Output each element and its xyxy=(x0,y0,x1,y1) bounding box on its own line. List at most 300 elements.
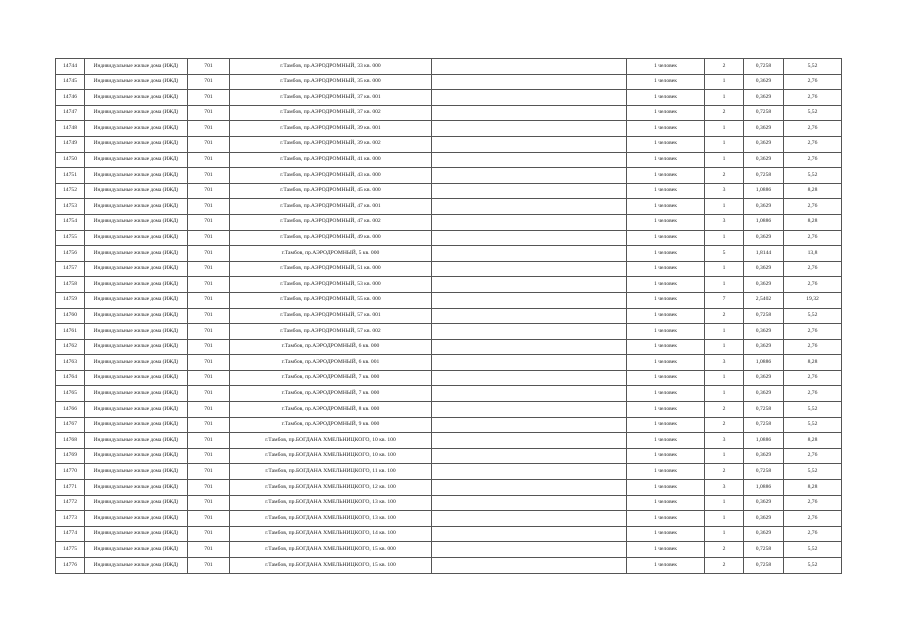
address-cell: г.Тамбов, пр.АЭРОДРОМНЫЙ, 51 кв. 000 xyxy=(230,261,432,277)
address-cell: г.Тамбов, пр.АЭРОДРОМНЫЙ, 6 кв. 000 xyxy=(230,339,432,355)
table-row xyxy=(56,495,842,511)
address-cell: г.Тамбов, пр.АЭРОДРОМНЫЙ, 49 кв. 000 xyxy=(230,230,432,246)
unit-cell: 1 человек xyxy=(627,59,705,75)
table-row xyxy=(56,152,842,168)
address-cell: г.Тамбов, пр.АЭРОДРОМНЫЙ, 37 кв. 002 xyxy=(230,105,432,121)
code-cell: 701 xyxy=(188,355,230,371)
table-row xyxy=(56,136,842,152)
code-cell: 701 xyxy=(188,199,230,215)
people-count-cell: 2 xyxy=(705,417,744,433)
people-count-cell: 2 xyxy=(705,308,744,324)
record-id-cell: 14746 xyxy=(56,90,85,106)
unit-cell: 1 человек xyxy=(627,121,705,137)
empty-cell xyxy=(432,168,627,184)
total-cell: 2,76 xyxy=(784,121,842,137)
address-cell: г.Тамбов, пр.БОГДАНА ХМЕЛЬНИЦКОГО, 10 кв. 100 xyxy=(230,433,432,449)
record-id-cell: 14763 xyxy=(56,355,85,371)
people-count-cell: 1 xyxy=(705,152,744,168)
total-cell: 2,76 xyxy=(784,152,842,168)
unit-cell: 1 человек xyxy=(627,74,705,90)
norm-cell: 0,3629 xyxy=(744,74,784,90)
record-id-cell: 14756 xyxy=(56,246,85,262)
empty-cell xyxy=(432,511,627,527)
norm-cell: 1,0886 xyxy=(744,355,784,371)
total-cell: 2,76 xyxy=(784,370,842,386)
housing-type-cell: Индивидуальные жилые дома (ИЖД) xyxy=(85,183,188,199)
norm-cell: 0,7258 xyxy=(744,59,784,75)
table-row xyxy=(56,511,842,527)
people-count-cell: 2 xyxy=(705,59,744,75)
housing-type-cell: Индивидуальные жилые дома (ИЖД) xyxy=(85,526,188,542)
code-cell: 701 xyxy=(188,558,230,574)
housing-type-cell: Индивидуальные жилые дома (ИЖД) xyxy=(85,339,188,355)
norm-cell: 0,3629 xyxy=(744,90,784,106)
norm-cell: 0,7258 xyxy=(744,105,784,121)
code-cell: 701 xyxy=(188,246,230,262)
housing-type-cell: Индивидуальные жилые дома (ИЖД) xyxy=(85,511,188,527)
total-cell: 2,76 xyxy=(784,339,842,355)
address-cell: г.Тамбов, пр.БОГДАНА ХМЕЛЬНИЦКОГО, 12 кв. 100 xyxy=(230,480,432,496)
total-cell: 5,52 xyxy=(784,402,842,418)
record-id-cell: 14744 xyxy=(56,59,85,75)
address-cell: г.Тамбов, пр.БОГДАНА ХМЕЛЬНИЦКОГО, 15 кв. 100 xyxy=(230,558,432,574)
table-row xyxy=(56,370,842,386)
address-cell: г.Тамбов, пр.БОГДАНА ХМЕЛЬНИЦКОГО, 13 кв. 100 xyxy=(230,511,432,527)
record-id-cell: 14771 xyxy=(56,480,85,496)
record-id-cell: 14749 xyxy=(56,136,85,152)
record-id-cell: 14750 xyxy=(56,152,85,168)
record-id-cell: 14753 xyxy=(56,199,85,215)
unit-cell: 1 человек xyxy=(627,105,705,121)
total-cell: 2,76 xyxy=(784,511,842,527)
people-count-cell: 1 xyxy=(705,339,744,355)
address-cell: г.Тамбов, пр.АЭРОДРОМНЫЙ, 8 кв. 000 xyxy=(230,402,432,418)
empty-cell xyxy=(432,355,627,371)
housing-type-cell: Индивидуальные жилые дома (ИЖД) xyxy=(85,59,188,75)
norm-cell: 0,3629 xyxy=(744,230,784,246)
housing-type-cell: Индивидуальные жилые дома (ИЖД) xyxy=(85,230,188,246)
norm-cell: 0,7258 xyxy=(744,308,784,324)
norm-cell: 0,7258 xyxy=(744,417,784,433)
empty-cell xyxy=(432,199,627,215)
total-cell: 5,52 xyxy=(784,417,842,433)
table-row xyxy=(56,386,842,402)
table-row xyxy=(56,105,842,121)
empty-cell xyxy=(432,464,627,480)
empty-cell xyxy=(432,121,627,137)
table-row xyxy=(56,183,842,199)
people-count-cell: 1 xyxy=(705,230,744,246)
total-cell: 2,76 xyxy=(784,136,842,152)
people-count-cell: 2 xyxy=(705,464,744,480)
code-cell: 701 xyxy=(188,433,230,449)
people-count-cell: 1 xyxy=(705,511,744,527)
total-cell: 5,52 xyxy=(784,168,842,184)
unit-cell: 1 человек xyxy=(627,495,705,511)
address-cell: г.Тамбов, пр.АЭРОДРОМНЫЙ, 5 кв. 000 xyxy=(230,246,432,262)
record-id-cell: 14757 xyxy=(56,261,85,277)
address-cell: г.Тамбов, пр.БОГДАНА ХМЕЛЬНИЦКОГО, 11 кв. 100 xyxy=(230,464,432,480)
table-row xyxy=(56,168,842,184)
unit-cell: 1 человек xyxy=(627,261,705,277)
table-row xyxy=(56,355,842,371)
empty-cell xyxy=(432,433,627,449)
unit-cell: 1 человек xyxy=(627,355,705,371)
people-count-cell: 1 xyxy=(705,121,744,137)
address-cell: г.Тамбов, пр.АЭРОДРОМНЫЙ, 53 кв. 000 xyxy=(230,277,432,293)
address-cell: г.Тамбов, пр.АЭРОДРОМНЫЙ, 45 кв. 000 xyxy=(230,183,432,199)
total-cell: 8,28 xyxy=(784,433,842,449)
housing-type-cell: Индивидуальные жилые дома (ИЖД) xyxy=(85,152,188,168)
empty-cell xyxy=(432,74,627,90)
table-row xyxy=(56,199,842,215)
total-cell: 5,52 xyxy=(784,558,842,574)
record-id-cell: 14766 xyxy=(56,402,85,418)
record-id-cell: 14769 xyxy=(56,448,85,464)
table-row xyxy=(56,464,842,480)
empty-cell xyxy=(432,246,627,262)
housing-type-cell: Индивидуальные жилые дома (ИЖД) xyxy=(85,136,188,152)
unit-cell: 1 человек xyxy=(627,199,705,215)
people-count-cell: 1 xyxy=(705,261,744,277)
unit-cell: 1 человек xyxy=(627,324,705,340)
total-cell: 8,28 xyxy=(784,355,842,371)
table-row xyxy=(56,402,842,418)
address-cell: г.Тамбов, пр.БОГДАНА ХМЕЛЬНИЦКОГО, 15 кв. 000 xyxy=(230,542,432,558)
housing-type-cell: Индивидуальные жилые дома (ИЖД) xyxy=(85,277,188,293)
unit-cell: 1 человек xyxy=(627,292,705,308)
table-row xyxy=(56,214,842,230)
table-row xyxy=(56,261,842,277)
table-row xyxy=(56,292,842,308)
empty-cell xyxy=(432,59,627,75)
code-cell: 701 xyxy=(188,74,230,90)
total-cell: 2,76 xyxy=(784,386,842,402)
address-cell: г.Тамбов, пр.БОГДАНА ХМЕЛЬНИЦКОГО, 13 кв. 100 xyxy=(230,495,432,511)
code-cell: 701 xyxy=(188,230,230,246)
unit-cell: 1 человек xyxy=(627,168,705,184)
address-cell: г.Тамбов, пр.АЭРОДРОМНЫЙ, 37 кв. 001 xyxy=(230,90,432,106)
empty-cell xyxy=(432,230,627,246)
code-cell: 701 xyxy=(188,417,230,433)
code-cell: 701 xyxy=(188,542,230,558)
norm-cell: 0,3629 xyxy=(744,448,784,464)
address-cell: г.Тамбов, пр.АЭРОДРОМНЫЙ, 47 кв. 001 xyxy=(230,199,432,215)
empty-cell xyxy=(432,402,627,418)
address-cell: г.Тамбов, пр.АЭРОДРОМНЫЙ, 57 кв. 001 xyxy=(230,308,432,324)
norm-cell: 0,3629 xyxy=(744,370,784,386)
norm-cell: 1,0886 xyxy=(744,480,784,496)
people-count-cell: 1 xyxy=(705,526,744,542)
data-table xyxy=(55,58,842,574)
address-cell: г.Тамбов, пр.АЭРОДРОМНЫЙ, 33 кв. 000 xyxy=(230,59,432,75)
norm-cell: 0,3629 xyxy=(744,495,784,511)
unit-cell: 1 человек xyxy=(627,308,705,324)
total-cell: 2,76 xyxy=(784,74,842,90)
unit-cell: 1 человек xyxy=(627,480,705,496)
record-id-cell: 14752 xyxy=(56,183,85,199)
norm-cell: 0,3629 xyxy=(744,121,784,137)
code-cell: 701 xyxy=(188,136,230,152)
code-cell: 701 xyxy=(188,121,230,137)
housing-type-cell: Индивидуальные жилые дома (ИЖД) xyxy=(85,370,188,386)
record-id-cell: 14747 xyxy=(56,105,85,121)
total-cell: 2,76 xyxy=(784,261,842,277)
total-cell: 2,76 xyxy=(784,90,842,106)
address-cell: г.Тамбов, пр.АЭРОДРОМНЫЙ, 55 кв. 000 xyxy=(230,292,432,308)
record-id-cell: 14759 xyxy=(56,292,85,308)
empty-cell xyxy=(432,277,627,293)
table-row xyxy=(56,74,842,90)
people-count-cell: 3 xyxy=(705,183,744,199)
code-cell: 701 xyxy=(188,261,230,277)
code-cell: 701 xyxy=(188,370,230,386)
empty-cell xyxy=(432,386,627,402)
housing-type-cell: Индивидуальные жилые дома (ИЖД) xyxy=(85,199,188,215)
people-count-cell: 1 xyxy=(705,90,744,106)
people-count-cell: 2 xyxy=(705,168,744,184)
code-cell: 701 xyxy=(188,292,230,308)
unit-cell: 1 человек xyxy=(627,370,705,386)
unit-cell: 1 человек xyxy=(627,433,705,449)
address-cell: г.Тамбов, пр.АЭРОДРОМНЫЙ, 57 кв. 002 xyxy=(230,324,432,340)
total-cell: 5,52 xyxy=(784,308,842,324)
total-cell: 2,76 xyxy=(784,324,842,340)
norm-cell: 0,3629 xyxy=(744,199,784,215)
people-count-cell: 3 xyxy=(705,214,744,230)
housing-type-cell: Индивидуальные жилые дома (ИЖД) xyxy=(85,495,188,511)
housing-type-cell: Индивидуальные жилые дома (ИЖД) xyxy=(85,558,188,574)
code-cell: 701 xyxy=(188,464,230,480)
people-count-cell: 2 xyxy=(705,558,744,574)
record-id-cell: 14775 xyxy=(56,542,85,558)
people-count-cell: 1 xyxy=(705,386,744,402)
code-cell: 701 xyxy=(188,402,230,418)
norm-cell: 0,7258 xyxy=(744,558,784,574)
norm-cell: 0,3629 xyxy=(744,386,784,402)
norm-cell: 0,7258 xyxy=(744,168,784,184)
address-cell: г.Тамбов, пр.АЭРОДРОМНЫЙ, 7 кв. 000 xyxy=(230,386,432,402)
record-id-cell: 14751 xyxy=(56,168,85,184)
record-id-cell: 14745 xyxy=(56,74,85,90)
people-count-cell: 1 xyxy=(705,495,744,511)
record-id-cell: 14758 xyxy=(56,277,85,293)
code-cell: 701 xyxy=(188,339,230,355)
code-cell: 701 xyxy=(188,526,230,542)
record-id-cell: 14774 xyxy=(56,526,85,542)
people-count-cell: 3 xyxy=(705,480,744,496)
empty-cell xyxy=(432,214,627,230)
total-cell: 2,76 xyxy=(784,277,842,293)
housing-type-cell: Индивидуальные жилые дома (ИЖД) xyxy=(85,90,188,106)
empty-cell xyxy=(432,261,627,277)
table-row xyxy=(56,480,842,496)
housing-type-cell: Индивидуальные жилые дома (ИЖД) xyxy=(85,261,188,277)
code-cell: 701 xyxy=(188,183,230,199)
record-id-cell: 14764 xyxy=(56,370,85,386)
total-cell: 8,28 xyxy=(784,480,842,496)
norm-cell: 0,3629 xyxy=(744,526,784,542)
address-cell: г.Тамбов, пр.АЭРОДРОМНЫЙ, 47 кв. 002 xyxy=(230,214,432,230)
address-cell: г.Тамбов, пр.АЭРОДРОМНЫЙ, 9 кв. 000 xyxy=(230,417,432,433)
address-cell: г.Тамбов, пр.АЭРОДРОМНЫЙ, 41 кв. 000 xyxy=(230,152,432,168)
code-cell: 701 xyxy=(188,495,230,511)
norm-cell: 0,7258 xyxy=(744,542,784,558)
record-id-cell: 14776 xyxy=(56,558,85,574)
code-cell: 701 xyxy=(188,386,230,402)
table-row xyxy=(56,308,842,324)
total-cell: 19,32 xyxy=(784,292,842,308)
record-id-cell: 14773 xyxy=(56,511,85,527)
table-row xyxy=(56,558,842,574)
unit-cell: 1 человек xyxy=(627,152,705,168)
table-row xyxy=(56,542,842,558)
table-row xyxy=(56,277,842,293)
code-cell: 701 xyxy=(188,308,230,324)
unit-cell: 1 человек xyxy=(627,136,705,152)
record-id-cell: 14768 xyxy=(56,433,85,449)
total-cell: 13,8 xyxy=(784,246,842,262)
unit-cell: 1 человек xyxy=(627,402,705,418)
people-count-cell: 1 xyxy=(705,448,744,464)
code-cell: 701 xyxy=(188,168,230,184)
unit-cell: 1 человек xyxy=(627,246,705,262)
norm-cell: 0,7258 xyxy=(744,402,784,418)
table-row xyxy=(56,246,842,262)
unit-cell: 1 человек xyxy=(627,511,705,527)
total-cell: 2,76 xyxy=(784,230,842,246)
total-cell: 5,52 xyxy=(784,59,842,75)
housing-type-cell: Индивидуальные жилые дома (ИЖД) xyxy=(85,417,188,433)
empty-cell xyxy=(432,542,627,558)
unit-cell: 1 человек xyxy=(627,464,705,480)
people-count-cell: 3 xyxy=(705,433,744,449)
record-id-cell: 14762 xyxy=(56,339,85,355)
code-cell: 701 xyxy=(188,214,230,230)
table-body xyxy=(56,59,842,574)
housing-type-cell: Индивидуальные жилые дома (ИЖД) xyxy=(85,168,188,184)
table-row xyxy=(56,230,842,246)
table-row xyxy=(56,417,842,433)
housing-type-cell: Индивидуальные жилые дома (ИЖД) xyxy=(85,324,188,340)
unit-cell: 1 человек xyxy=(627,90,705,106)
total-cell: 5,52 xyxy=(784,542,842,558)
total-cell: 5,52 xyxy=(784,464,842,480)
people-count-cell: 3 xyxy=(705,355,744,371)
table-row xyxy=(56,121,842,137)
housing-type-cell: Индивидуальные жилые дома (ИЖД) xyxy=(85,308,188,324)
housing-type-cell: Индивидуальные жилые дома (ИЖД) xyxy=(85,292,188,308)
record-id-cell: 14761 xyxy=(56,324,85,340)
empty-cell xyxy=(432,136,627,152)
empty-cell xyxy=(432,90,627,106)
unit-cell: 1 человек xyxy=(627,277,705,293)
empty-cell xyxy=(432,292,627,308)
code-cell: 701 xyxy=(188,448,230,464)
address-cell: г.Тамбов, пр.АЭРОДРОМНЫЙ, 6 кв. 001 xyxy=(230,355,432,371)
table-row xyxy=(56,324,842,340)
empty-cell xyxy=(432,152,627,168)
norm-cell: 2,5402 xyxy=(744,292,784,308)
total-cell: 8,28 xyxy=(784,214,842,230)
people-count-cell: 1 xyxy=(705,136,744,152)
housing-type-cell: Индивидуальные жилые дома (ИЖД) xyxy=(85,105,188,121)
total-cell: 2,76 xyxy=(784,199,842,215)
code-cell: 701 xyxy=(188,324,230,340)
record-id-cell: 14748 xyxy=(56,121,85,137)
code-cell: 701 xyxy=(188,152,230,168)
unit-cell: 1 человек xyxy=(627,448,705,464)
total-cell: 8,28 xyxy=(784,183,842,199)
housing-type-cell: Индивидуальные жилые дома (ИЖД) xyxy=(85,121,188,137)
housing-type-cell: Индивидуальные жилые дома (ИЖД) xyxy=(85,246,188,262)
unit-cell: 1 человек xyxy=(627,417,705,433)
unit-cell: 1 человек xyxy=(627,542,705,558)
record-id-cell: 14765 xyxy=(56,386,85,402)
unit-cell: 1 человек xyxy=(627,339,705,355)
empty-cell xyxy=(432,339,627,355)
norm-cell: 0,3629 xyxy=(744,136,784,152)
people-count-cell: 2 xyxy=(705,402,744,418)
unit-cell: 1 человек xyxy=(627,183,705,199)
record-id-cell: 14760 xyxy=(56,308,85,324)
address-cell: г.Тамбов, пр.БОГДАНА ХМЕЛЬНИЦКОГО, 10 кв. 100 xyxy=(230,448,432,464)
address-cell: г.Тамбов, пр.АЭРОДРОМНЫЙ, 39 кв. 001 xyxy=(230,121,432,137)
code-cell: 701 xyxy=(188,511,230,527)
total-cell: 2,76 xyxy=(784,495,842,511)
total-cell: 5,52 xyxy=(784,105,842,121)
unit-cell: 1 человек xyxy=(627,214,705,230)
norm-cell: 1,0886 xyxy=(744,433,784,449)
total-cell: 2,76 xyxy=(784,448,842,464)
empty-cell xyxy=(432,495,627,511)
record-id-cell: 14754 xyxy=(56,214,85,230)
people-count-cell: 2 xyxy=(705,105,744,121)
table-row xyxy=(56,90,842,106)
norm-cell: 0,3629 xyxy=(744,277,784,293)
people-count-cell: 5 xyxy=(705,246,744,262)
record-id-cell: 14770 xyxy=(56,464,85,480)
norm-cell: 0,3629 xyxy=(744,261,784,277)
record-id-cell: 14755 xyxy=(56,230,85,246)
norm-cell: 0,3629 xyxy=(744,339,784,355)
table-row xyxy=(56,433,842,449)
total-cell: 2,76 xyxy=(784,526,842,542)
people-count-cell: 1 xyxy=(705,277,744,293)
unit-cell: 1 человек xyxy=(627,230,705,246)
people-count-cell: 2 xyxy=(705,542,744,558)
housing-type-cell: Индивидуальные жилые дома (ИЖД) xyxy=(85,402,188,418)
housing-type-cell: Индивидуальные жилые дома (ИЖД) xyxy=(85,355,188,371)
code-cell: 701 xyxy=(188,105,230,121)
address-cell: г.Тамбов, пр.БОГДАНА ХМЕЛЬНИЦКОГО, 14 кв. 100 xyxy=(230,526,432,542)
empty-cell xyxy=(432,417,627,433)
empty-cell xyxy=(432,105,627,121)
record-id-cell: 14772 xyxy=(56,495,85,511)
code-cell: 701 xyxy=(188,59,230,75)
code-cell: 701 xyxy=(188,277,230,293)
norm-cell: 0,3629 xyxy=(744,324,784,340)
address-cell: г.Тамбов, пр.АЭРОДРОМНЫЙ, 43 кв. 000 xyxy=(230,168,432,184)
empty-cell xyxy=(432,308,627,324)
housing-type-cell: Индивидуальные жилые дома (ИЖД) xyxy=(85,433,188,449)
code-cell: 701 xyxy=(188,90,230,106)
empty-cell xyxy=(432,324,627,340)
empty-cell xyxy=(432,558,627,574)
unit-cell: 1 человек xyxy=(627,558,705,574)
norm-cell: 1,0886 xyxy=(744,183,784,199)
housing-type-cell: Индивидуальные жилые дома (ИЖД) xyxy=(85,464,188,480)
